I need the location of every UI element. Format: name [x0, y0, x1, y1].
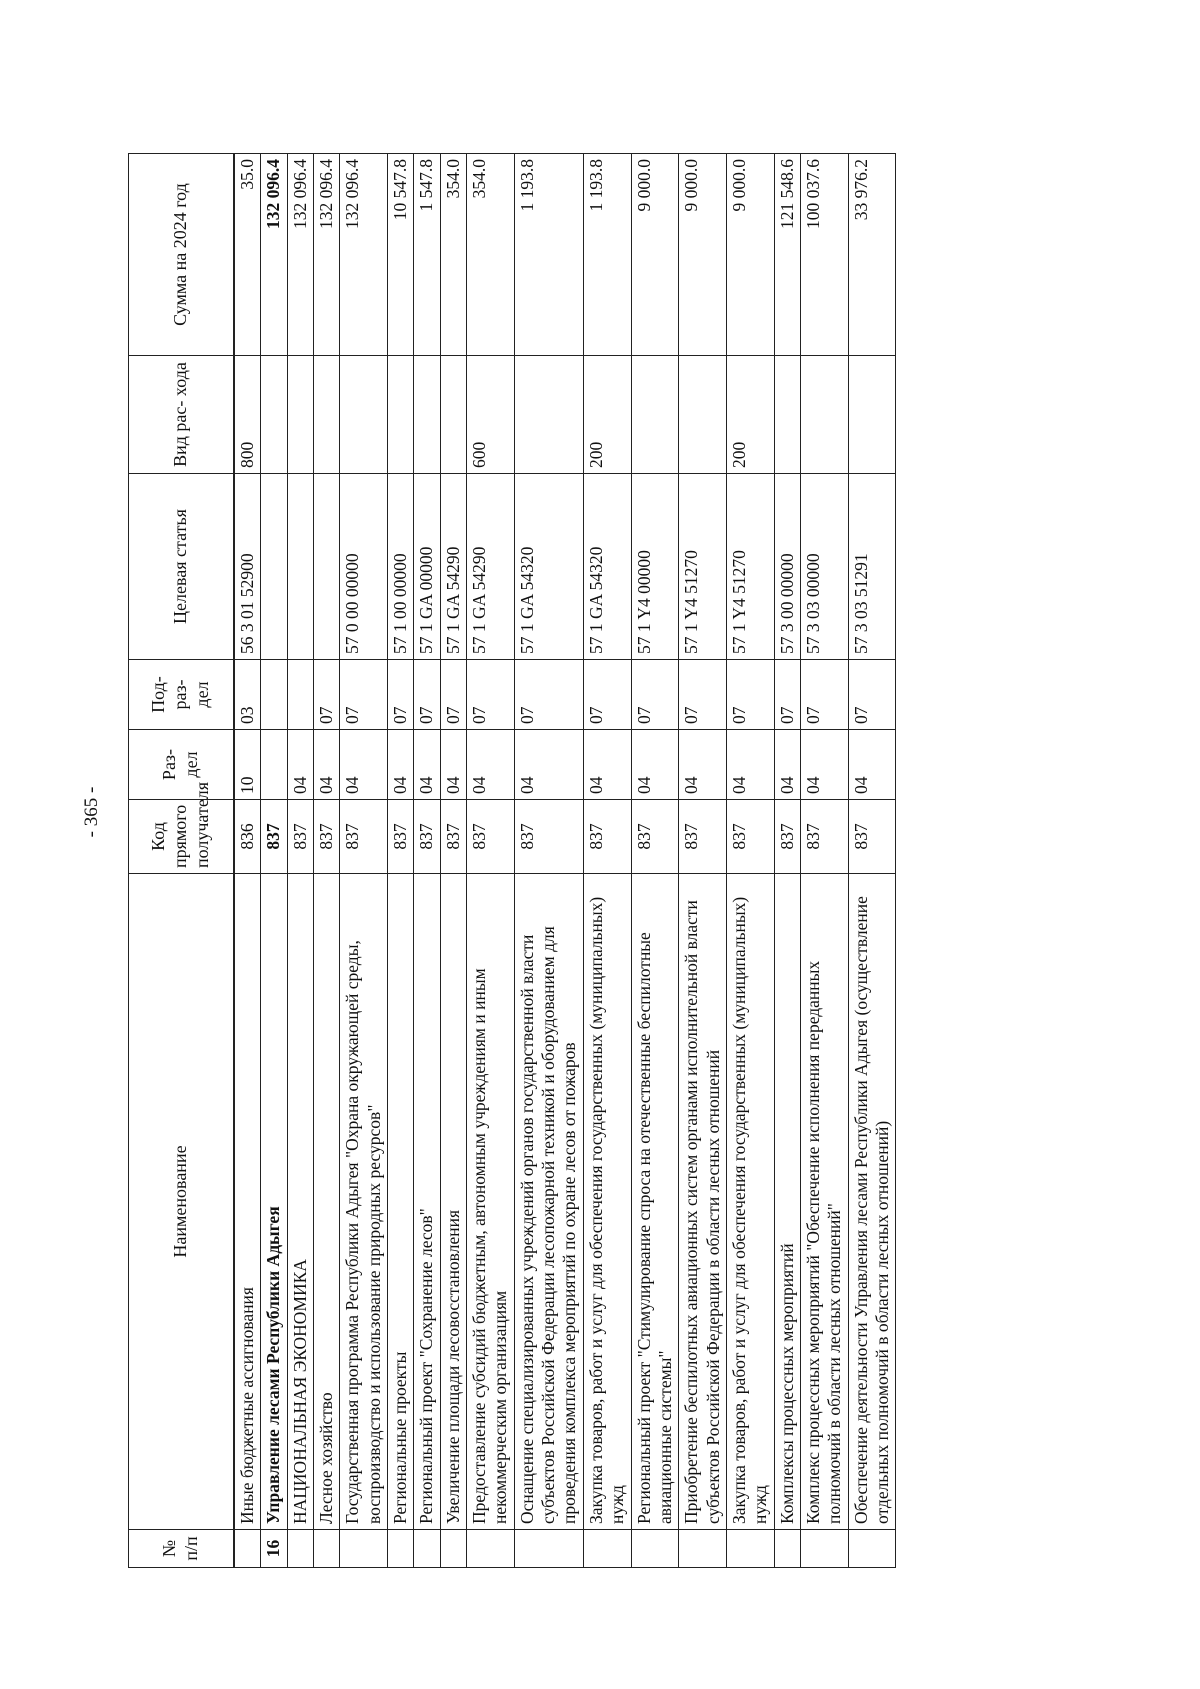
cell-sum: 10 547.8 [388, 154, 414, 356]
cell-target [287, 474, 313, 660]
cell-code: 837 [774, 800, 800, 874]
table-row [800, 154, 848, 1568]
cell-num [234, 1530, 261, 1568]
cell-podrazdel: 07 [800, 660, 848, 730]
cell-code: 836 [234, 800, 261, 874]
cell-sum: 132 096.4 [287, 154, 313, 356]
table-row [340, 154, 388, 1568]
cell-code: 837 [340, 800, 388, 874]
cell-num [583, 1530, 631, 1568]
cell-razdel: 04 [848, 730, 896, 800]
cell-code: 837 [467, 800, 515, 874]
cell-razdel: 04 [340, 730, 388, 800]
cell-razdel [261, 730, 287, 800]
cell-vid [314, 356, 340, 474]
cell-name: Приобретение беспилотных авиационных систем органами исполнительной власти субъектов Российской Федерации в области лесных отношений [679, 874, 727, 1530]
cell-target: 57 0 00 00000 [340, 474, 388, 660]
cell-num [388, 1530, 414, 1568]
cell-num [340, 1530, 388, 1568]
cell-podrazdel: 07 [314, 660, 340, 730]
header-razdel: Раз- дел [129, 730, 235, 800]
cell-target: 57 1 GA 54290 [440, 474, 466, 660]
table-row [414, 154, 440, 1568]
cell-target [314, 474, 340, 660]
cell-vid [440, 356, 466, 474]
cell-code: 837 [287, 800, 313, 874]
cell-razdel: 04 [800, 730, 848, 800]
cell-razdel: 04 [774, 730, 800, 800]
cell-sum: 35.0 [234, 154, 261, 356]
table-row [388, 154, 414, 1568]
table-row [848, 154, 896, 1568]
cell-razdel: 04 [631, 730, 679, 800]
header-vid: Вид рас- хода [129, 356, 235, 474]
cell-vid: 200 [583, 356, 631, 474]
cell-podrazdel: 07 [467, 660, 515, 730]
cell-target: 57 1 Y4 00000 [631, 474, 679, 660]
cell-vid: 200 [726, 356, 774, 474]
cell-podrazdel: 07 [726, 660, 774, 730]
cell-vid [340, 356, 388, 474]
cell-razdel: 04 [514, 730, 583, 800]
cell-name: Оснащение специализированных учреждений органов государственной власти субъектов Российской Федерации лесопожарной техникой и оборудованием для проведения комплекса мероприятий по охране лесов от пожаров [514, 874, 583, 1530]
cell-num [800, 1530, 848, 1568]
cell-name: Региональный проект "Сохранение лесов" [414, 874, 440, 1530]
cell-code: 837 [414, 800, 440, 874]
cell-podrazdel: 07 [440, 660, 466, 730]
cell-razdel: 04 [440, 730, 466, 800]
cell-code: 837 [631, 800, 679, 874]
cell-vid [514, 356, 583, 474]
cell-razdel: 04 [679, 730, 727, 800]
cell-target: 57 3 03 00000 [800, 474, 848, 660]
cell-code: 837 [514, 800, 583, 874]
header-code: Код прямого получателя [129, 800, 235, 874]
page-number: - 365 - [81, 786, 102, 838]
cell-sum: 1 193.8 [583, 154, 631, 356]
cell-target: 57 1 Y4 51270 [726, 474, 774, 660]
cell-sum: 9 000.0 [726, 154, 774, 356]
cell-vid: 600 [467, 356, 515, 474]
table-row [261, 154, 287, 1568]
cell-podrazdel: 07 [774, 660, 800, 730]
cell-name: Управление лесами Республики Адыгея [261, 874, 287, 1530]
cell-vid [631, 356, 679, 474]
table-row [440, 154, 466, 1568]
cell-vid [848, 356, 896, 474]
table-row [631, 154, 679, 1568]
cell-vid [388, 356, 414, 474]
header-target: Целевая статья [129, 474, 235, 660]
cell-num [848, 1530, 896, 1568]
cell-podrazdel: 07 [514, 660, 583, 730]
cell-name: Предоставление субсидий бюджетным, автономным учреждениям и иным некоммерческим организациям [467, 874, 515, 1530]
cell-razdel: 04 [726, 730, 774, 800]
cell-vid [774, 356, 800, 474]
cell-target: 57 1 GA 54320 [514, 474, 583, 660]
cell-name: Комплекс процессных мероприятий "Обеспечение исполнения переданных полномочий в области лесных отношений" [800, 874, 848, 1530]
cell-vid: 800 [234, 356, 261, 474]
cell-sum: 121 548.6 [774, 154, 800, 356]
cell-code: 837 [726, 800, 774, 874]
cell-code: 837 [388, 800, 414, 874]
cell-razdel: 04 [388, 730, 414, 800]
cell-code: 837 [800, 800, 848, 874]
cell-sum: 354.0 [440, 154, 466, 356]
cell-target: 57 1 GA 00000 [414, 474, 440, 660]
cell-razdel: 04 [287, 730, 313, 800]
cell-code: 837 [848, 800, 896, 874]
cell-vid [287, 356, 313, 474]
cell-name: Иные бюджетные ассигнования [234, 874, 261, 1530]
header-name: Наименование [129, 874, 235, 1530]
cell-num [314, 1530, 340, 1568]
cell-sum: 100 037.6 [800, 154, 848, 356]
cell-podrazdel: 03 [234, 660, 261, 730]
cell-podrazdel: 07 [340, 660, 388, 730]
cell-podrazdel: 07 [848, 660, 896, 730]
cell-podrazdel: 07 [679, 660, 727, 730]
table-row [314, 154, 340, 1568]
cell-target: 57 1 GA 54320 [583, 474, 631, 660]
cell-name: Увеличение площади лесовосстановления [440, 874, 466, 1530]
cell-sum: 132 096.4 [261, 154, 287, 356]
cell-vid [414, 356, 440, 474]
cell-target: 56 3 01 52900 [234, 474, 261, 660]
cell-code: 837 [261, 800, 287, 874]
table-row [583, 154, 631, 1568]
cell-num [631, 1530, 679, 1568]
cell-razdel: 04 [414, 730, 440, 800]
cell-podrazdel: 07 [388, 660, 414, 730]
budget-table [128, 153, 896, 1568]
cell-sum: 9 000.0 [679, 154, 727, 356]
cell-name: Закупка товаров, работ и услуг для обеспечения государственных (муниципальных) нужд [583, 874, 631, 1530]
cell-target: 57 1 Y4 51270 [679, 474, 727, 660]
cell-name: Лесное хозяйство [314, 874, 340, 1530]
cell-code: 837 [679, 800, 727, 874]
cell-target: 57 1 GA 54290 [467, 474, 515, 660]
cell-target [261, 474, 287, 660]
table-row [234, 154, 261, 1568]
cell-name: Региональный проект "Стимулирование спроса на отечественные беспилотные авиационные системы" [631, 874, 679, 1530]
cell-num [514, 1530, 583, 1568]
cell-sum: 132 096.4 [340, 154, 388, 356]
cell-podrazdel: 07 [631, 660, 679, 730]
cell-name: НАЦИОНАЛЬНАЯ ЭКОНОМИКА [287, 874, 313, 1530]
header-sum: Сумма на 2024 год [129, 154, 235, 356]
cell-name: Комплексы процессных мероприятий [774, 874, 800, 1530]
rotated-page [128, 154, 1050, 1568]
header-row [129, 154, 235, 1568]
cell-vid [800, 356, 848, 474]
cell-name: Обеспечение деятельности Управления лесами Республики Адыгея (осуществление отдельных полномочий в области лесных отношений) [848, 874, 896, 1530]
cell-sum: 33 976.2 [848, 154, 896, 356]
cell-name: Региональные проекты [388, 874, 414, 1530]
cell-num [414, 1530, 440, 1568]
cell-num [440, 1530, 466, 1568]
cell-podrazdel: 07 [583, 660, 631, 730]
cell-sum: 1 547.8 [414, 154, 440, 356]
cell-razdel: 04 [314, 730, 340, 800]
cell-num [287, 1530, 313, 1568]
cell-podrazdel: 07 [414, 660, 440, 730]
cell-razdel: 04 [583, 730, 631, 800]
header-num: № п/п [129, 1530, 235, 1568]
header-podrazdel: Под- раз- дел [129, 660, 235, 730]
cell-vid [261, 356, 287, 474]
table-row [287, 154, 313, 1568]
cell-podrazdel [287, 660, 313, 730]
table-row [514, 154, 583, 1568]
table-row [774, 154, 800, 1568]
cell-num [467, 1530, 515, 1568]
cell-num [774, 1530, 800, 1568]
cell-num [726, 1530, 774, 1568]
table-row [726, 154, 774, 1568]
cell-num [679, 1530, 727, 1568]
cell-podrazdel [261, 660, 287, 730]
cell-razdel: 10 [234, 730, 261, 800]
cell-code: 837 [440, 800, 466, 874]
cell-target: 57 3 03 51291 [848, 474, 896, 660]
cell-vid [679, 356, 727, 474]
cell-code: 837 [583, 800, 631, 874]
table-row [467, 154, 515, 1568]
cell-sum: 9 000.0 [631, 154, 679, 356]
cell-code: 837 [314, 800, 340, 874]
cell-num: 16 [261, 1530, 287, 1568]
cell-target: 57 3 00 00000 [774, 474, 800, 660]
cell-sum: 132 096.4 [314, 154, 340, 356]
cell-target: 57 1 00 00000 [388, 474, 414, 660]
cell-sum: 1 193.8 [514, 154, 583, 356]
cell-name: Государственная программа Республики Адыгея "Охрана окружающей среды, воспроизводство и использование природных ресурсов" [340, 874, 388, 1530]
cell-sum: 354.0 [467, 154, 515, 356]
cell-name: Закупка товаров, работ и услуг для обеспечения государственных (муниципальных) нужд [726, 874, 774, 1530]
cell-razdel: 04 [467, 730, 515, 800]
table-row [679, 154, 727, 1568]
